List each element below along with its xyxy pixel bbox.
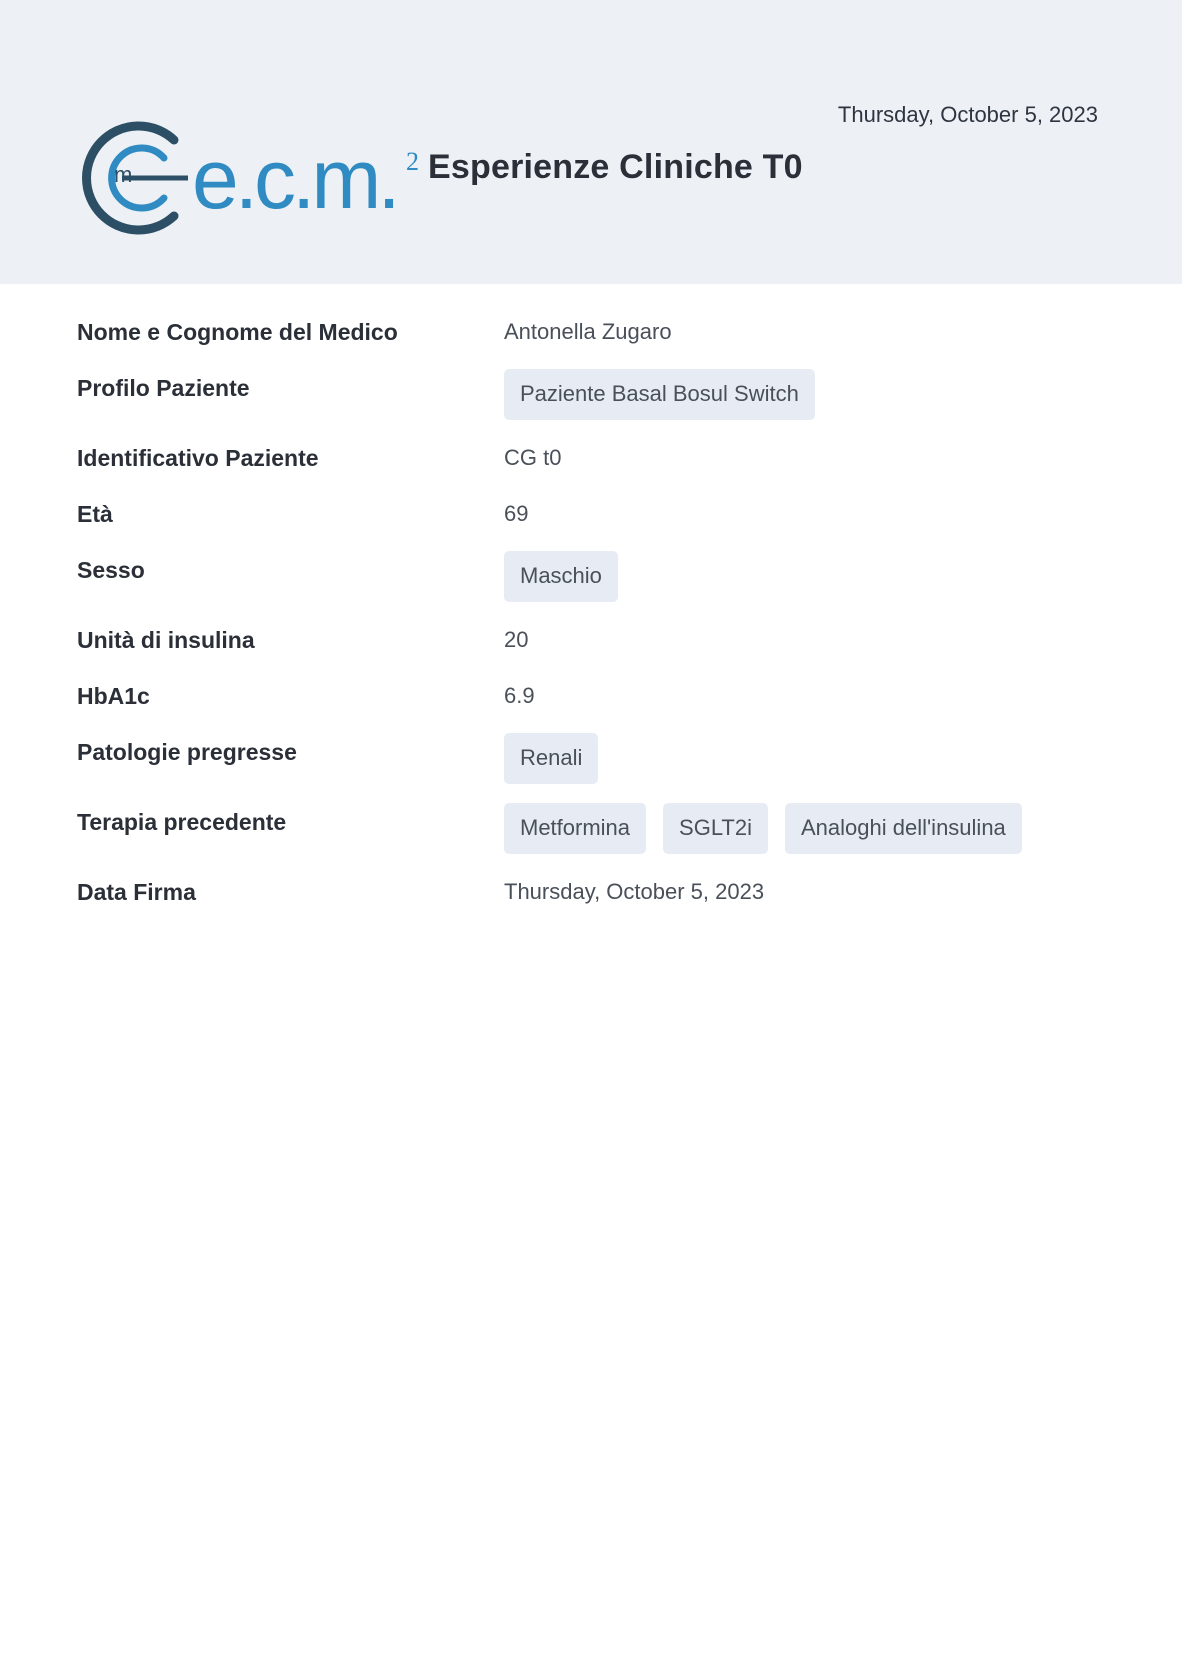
field-row-unita [77, 621, 1107, 677]
field-label: Profilo Paziente [77, 375, 250, 401]
field-label: Terapia precedente [77, 809, 287, 835]
field-row-hba1c [77, 677, 1107, 733]
field-label: HbA1c [77, 683, 150, 709]
tag-group [504, 369, 815, 420]
field-row-data-firma [77, 873, 1107, 929]
tag-chip: Metformina [504, 803, 646, 854]
tag-chip: Analoghi dell'insulina [785, 803, 1022, 854]
field-label: Unità di insulina [77, 627, 255, 653]
tag-chip: Paziente Basal Bosul Switch [504, 369, 815, 420]
tag-group [504, 733, 598, 784]
field-label: Sesso [77, 557, 145, 583]
page-header [0, 0, 1182, 284]
logo-superscript: 2 [406, 147, 419, 176]
field-value: Thursday, October 5, 2023 [504, 879, 765, 904]
header-date: Thursday, October 5, 2023 [837, 102, 1098, 127]
field-row-medico [77, 313, 1107, 369]
tag-chip: Maschio [504, 551, 618, 602]
field-label: Età [77, 501, 113, 527]
logo-text: e.c.m. [192, 132, 397, 226]
field-row-terapia [77, 803, 1107, 873]
tag-group [504, 551, 618, 602]
svg-text:m: m [114, 162, 133, 187]
tag-chip: SGLT2i [663, 803, 768, 854]
ecm-logo-icon [76, 118, 421, 238]
field-row-profilo [77, 369, 1107, 439]
field-row-identificativo [77, 439, 1107, 495]
field-row-eta [77, 495, 1107, 551]
field-row-patologie [77, 733, 1107, 803]
tag-group [504, 803, 1022, 854]
field-value: 69 [504, 501, 529, 526]
field-label: Data Firma [77, 879, 196, 905]
field-value: 20 [504, 627, 529, 652]
field-value: 6.9 [504, 683, 535, 708]
field-label: Patologie pregresse [77, 739, 297, 765]
patient-fields [77, 313, 1107, 929]
field-value: CG t0 [504, 445, 562, 470]
field-value: Antonella Zugaro [504, 319, 672, 344]
field-row-sesso [77, 551, 1107, 621]
field-label: Identificativo Paziente [77, 445, 319, 471]
page-title: Esperienze Cliniche T0 [428, 148, 803, 186]
field-label: Nome e Cognome del Medico [77, 319, 398, 345]
tag-chip: Renali [504, 733, 598, 784]
